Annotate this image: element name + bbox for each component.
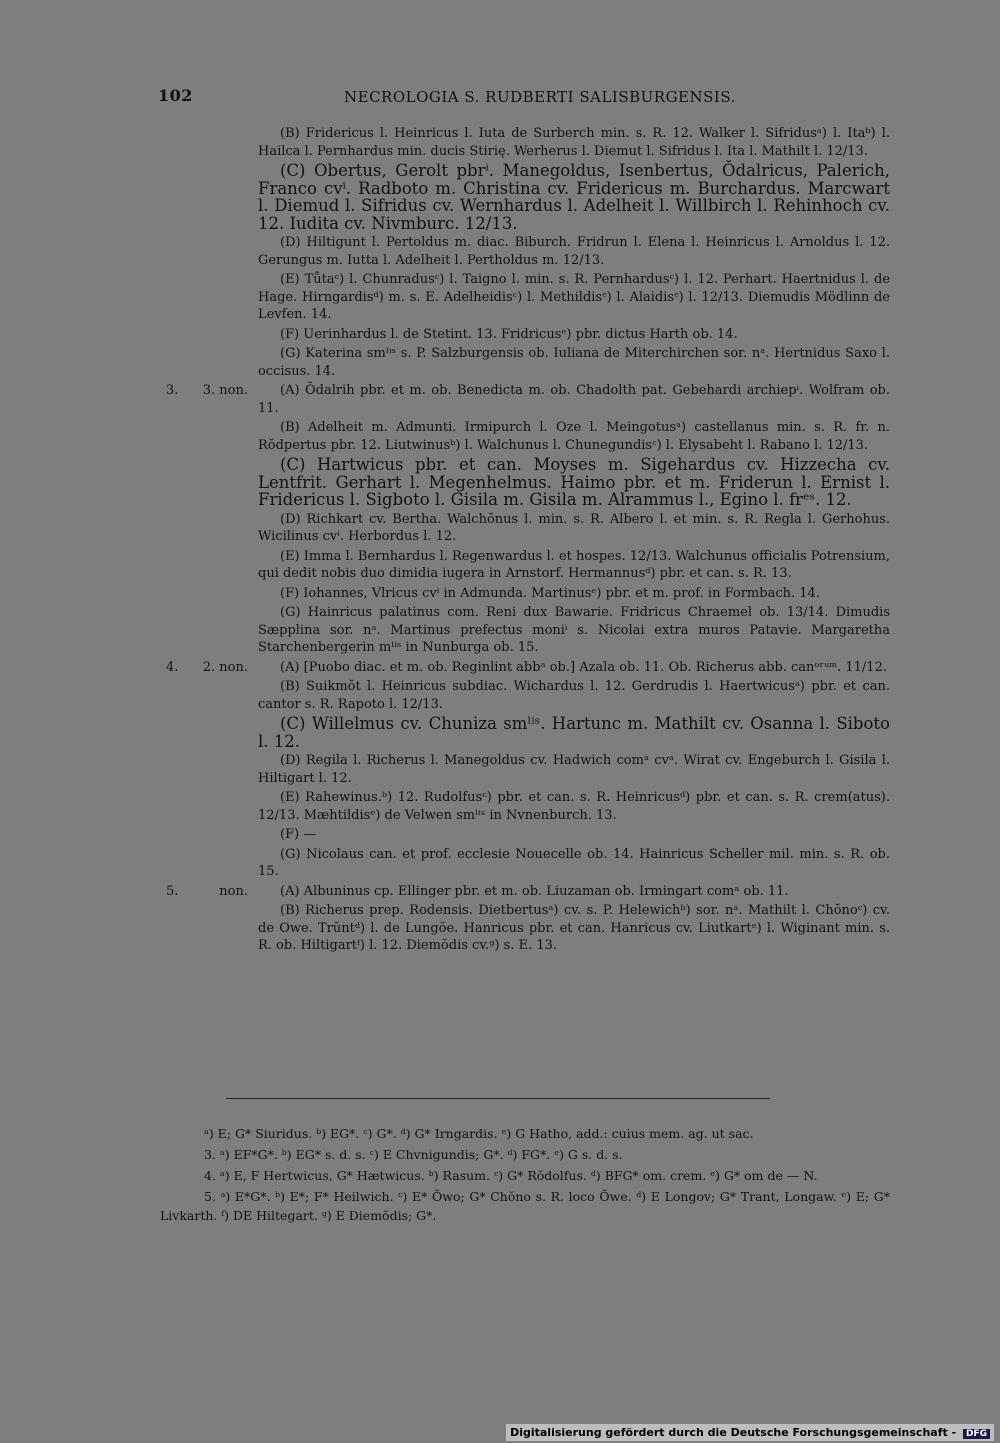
day-continuation bbox=[160, 125, 890, 380]
entry-g: (G) Nicolaus can. et prof. ecclesie Nouecelle ob. 14. Hainricus Scheller mil. min. s. R. ob. 15. bbox=[258, 846, 890, 879]
entry-g: (G) Katerina smˡⁱˢ s. P. Salzburgensis ob. Iuliana de Miterchirchen sor. nᵃ. Hertnidus Saxo l. occisus. 14. bbox=[258, 346, 890, 379]
day-number: 3. bbox=[166, 383, 179, 398]
entry-a: (A) Ŏdalrih pbr. et m. ob. Benedicta m. ob. Chadolth pat. Gebehardi archiepⁱ. Wolfram ob. 11. bbox=[258, 383, 890, 416]
entry-f: (F) Uerinhardus l. de Stetint. 13. Fridricusᵉ) pbr. dictus Harth ob. 14. bbox=[280, 326, 738, 342]
entry-d: (D) Regila l. Richerus l. Manegoldus cv. Hadwich comᵃ cvᵃ. Wirat cv. Engeburch l. Gisila l. Hiltigart l. 12. bbox=[258, 753, 890, 786]
entry-d: (D) Richkart cv. Bertha. Walchŏnus l. min. s. R. Albero l. et min. s. R. Regla l. Gerhohus. Wicilinus cvⁱ. Herbordus l. 12. bbox=[258, 511, 890, 544]
entry-b: (B) Fridericus l. Heinricus l. Iuta de Surberch min. s. R. 12. Walker l. Sifridusᵃ) l. Itaᵇ) l. Hailca l. Pernhardus min. ducis Stirię. Werherus l. Diemut l. Sifridus l. Ita l. Mathilt l. 12/13. bbox=[258, 126, 890, 159]
entry-c: (C) Hartwicus pbr. et can. Moyses m. Sigehardus cv. Hizzecha cv. Lentfrit. Gerhart l. Megenhelmus. Haimo pbr. et m. Friderun l. Ernist l. Fridericus l. Sigboto l. Gisila m. Gisila m. Alrammus l., Egino l. frᵉˢ. 12. bbox=[258, 455, 890, 509]
page-number: 102 bbox=[158, 86, 193, 105]
dfg-footer bbox=[506, 1424, 994, 1441]
entry-f: (F) — bbox=[280, 827, 317, 842]
day-label: 2. non. bbox=[202, 659, 248, 675]
day-5 bbox=[160, 883, 890, 955]
footnote: 5. ᵃ) E*G*. ᵇ) E*; F* Heilwich. ᶜ) E* Ŏwo; G* Chŏno s. R. loco Ŏwe. ᵈ) E Longov; G* Trant, Longaw. ᵉ) E; G* Livkarth. ᶠ) DE Hiltegart. ᵍ) E Diemŏdis; G*. bbox=[160, 1189, 890, 1223]
entry-e: (E) Rahewinus.ᵇ) 12. Rudolfusᶜ) pbr. et can. s. R. Heinricusᵈ) pbr. et can. s. R. crem(atus). 12/13. Mæhtildisᵉ) de Velwen smˡⁱˢ in Nvnenburch. 13. bbox=[258, 790, 890, 823]
entry-c: (C) Willelmus cv. Chuniza smˡⁱˢ. Hartunc m. Mathilt cv. Osanna l. Siboto l. 12. bbox=[258, 714, 890, 751]
entry-c: (C) Obertus, Gerolt pbrⁱ. Manegoldus, Isenbertus, Ŏdalricus, Palerich, Franco cvⁱ. Radboto m. Christina cv. Fridericus m. Burchardus. Marcwart l. Diemud l. Sifridus cv. Wernhardus l. Adelheit l. Willbirch l. Rehinhoch cv. 12. Iudita cv. Nivmburc. 12/13. bbox=[258, 161, 890, 233]
day-label: non. bbox=[219, 883, 248, 899]
footnote-rule bbox=[226, 1098, 770, 1099]
day-number: 5. bbox=[166, 883, 179, 899]
entry-b: (B) Adelheit m. Admunti. Irmipurch l. Oze l. Meingotusᵃ) castellanus min. s. R. fr. n. Rŏdpertus pbr. 12. Liutwinusᵇ) l. Walchunus l. Chunegundisᶜ) l. Elysabeht l. Rabano l. 12/13. bbox=[258, 420, 890, 453]
footnotes bbox=[160, 1124, 890, 1227]
dfg-logo: DFG bbox=[963, 1429, 990, 1439]
entry-e: (E) Imma l. Bernhardus l. Regenwardus l. et hospes. 12/13. Walchunus officialis Potrensium, qui dedit nobis duo dimidia iugera in Arnstorf. Hermannusᵈ) pbr. et can. s. R. 13. bbox=[258, 548, 890, 581]
entry-e: (E) Tůtaᶜ) l. Chunradusᶜ) l. Taigno l. min. s. R. Pernhardusᶜ) l. 12. Perhart. Haertnidus l. de Hage. Hirngardisᵈ) m. s. E. Adelheidisᶜ) l. Methildisᶜ) l. Alaidisᶜ) l. 12/13. Diemudis Mödlinn de Levfen. 14. bbox=[258, 272, 890, 322]
day-4 bbox=[160, 659, 890, 881]
running-title: NECROLOGIA S. RUDBERTI SALISBURGENSIS. bbox=[344, 88, 736, 106]
day-3 bbox=[160, 382, 890, 657]
entry-b: (B) Richerus prep. Rodensis. Dietbertusᵃ) cv. s. P. Helewichᵇ) sor. nᵃ. Mathilt l. Chŏnoᶜ) cv. de Owe. Trŭntᵈ) l. de Lungŏe. Hanricus pbr. et can. Hanricus cv. Liutkartᵉ) l. Wiginant min. s. R. ob. Hiltigartᶠ) l. 12. Diemŏdis cv.ᵍ) s. E. 13. bbox=[258, 903, 890, 953]
entry-b: (B) Suikmŏt l. Heinricus subdiac. Wichardus l. 12. Gerdrudis l. Haertwicusᵃ) pbr. et can. cantor s. R. Rapoto l. 12/13. bbox=[258, 679, 890, 712]
day-number: 4. bbox=[166, 659, 179, 675]
entry-f: (F) Iohannes, Vlricus cvⁱ in Admunda. Martinusᵉ) pbr. et m. prof. in Formbach. 14. bbox=[280, 585, 820, 601]
footnote: 3. ᵃ) EF*G*. ᵇ) EG* s. d. s. ᶜ) E Chvnigundis; G*. ᵈ) FG*. ᵉ) G s. d. s. bbox=[204, 1147, 623, 1162]
footnote: ᵃ) E; G* Siuridus. ᵇ) EG*. ᶜ) G*. ᵈ) G* Irngardis. ᵉ) G Hatho, add.: cuius mem. ag. ut sac. bbox=[204, 1126, 754, 1141]
necrology-body bbox=[160, 125, 890, 957]
footnote: 4. ᵃ) E, F Hertwicus, G* Hætwicus. ᵇ) Rasum. ᶜ) G* Rŏdolfus. ᵈ) BFG* om. crem. ᵉ) G* om de — N. bbox=[204, 1168, 818, 1183]
entry-d: (D) Hiltigunt l. Pertoldus m. diac. Biburch. Fridrun l. Elena l. Heinricus l. Arnoldus l. 12. Gerungus m. Iutta l. Adelheit l. Pertholdus m. 12/13. bbox=[258, 235, 890, 268]
entry-g: (G) Hainricus palatinus com. Reni dux Bawarie. Fridricus Chraemel ob. 13/14. Dimudis Sæpplina sor. nᵃ. Martinus prefectus moniⁱ s. Nicolai extra muros Patavie. Margaretha Starchenbergerin mˡⁱˢ in Nunburga ob. 15. bbox=[258, 605, 890, 655]
entry-a: (A) [Puobo diac. et m. ob. Reginlint abbᵃ ob.] Azala ob. 11. Ob. Richerus abb. canᵒʳᵘᵐ. 11/12. bbox=[280, 659, 887, 675]
footer-text: Digitalisierung gefördert durch die Deutsche Forschungsgemeinschaft - bbox=[510, 1426, 957, 1439]
day-label: 3. non. bbox=[202, 383, 248, 398]
entry-a: (A) Albuninus cp. Ellinger pbr. et m. ob. Liuzaman ob. Irmingart comᵃ ob. 11. bbox=[280, 883, 789, 899]
